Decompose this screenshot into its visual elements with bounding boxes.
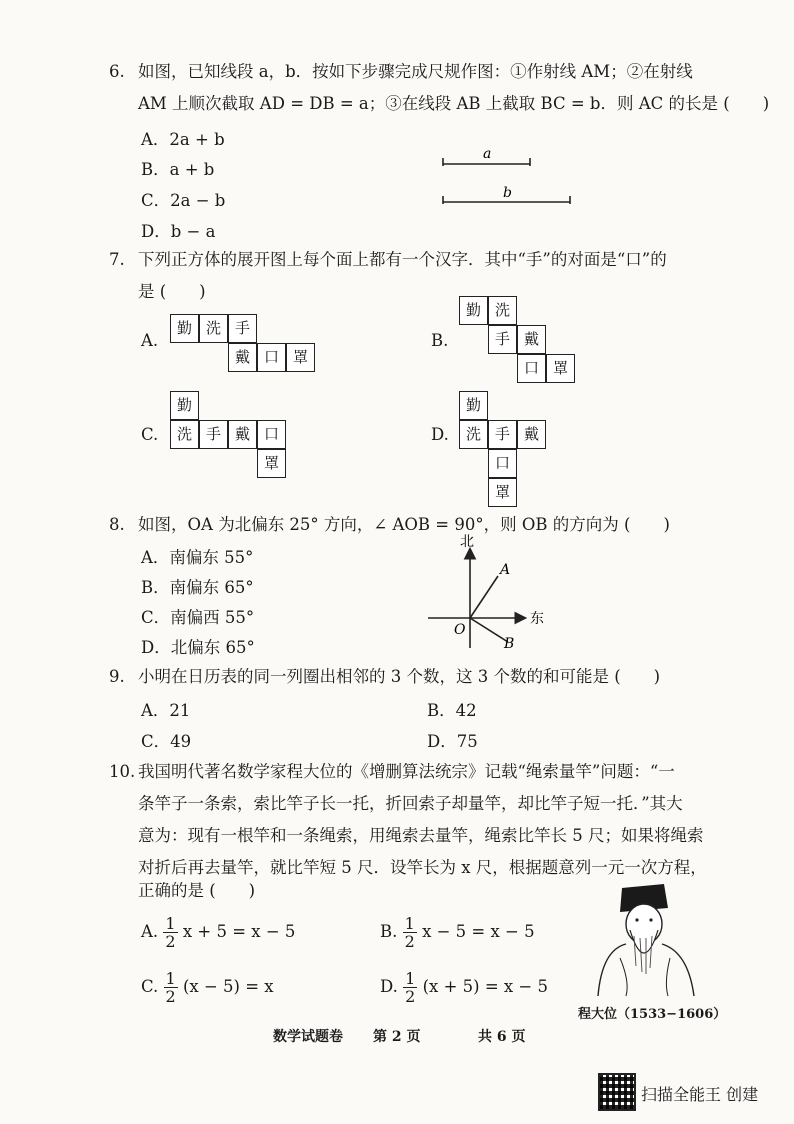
q6-option-b: B．a + b <box>141 160 215 179</box>
q6-option-c: C．2a − b <box>141 191 226 210</box>
q6-label-b: b <box>503 185 512 201</box>
option-label: D. <box>380 977 398 996</box>
footer-total: 共 6 页 <box>478 1029 526 1045</box>
numerator: 1 <box>165 969 176 988</box>
q7-option-c-label: C. <box>141 425 159 444</box>
q8-stem: 如图，OA 为北偏东 25° 方向，∠ AOB = 90°，则 OB 的方向为 ( ) <box>138 515 670 534</box>
q7-stem-line1: 下列正方体的展开图上每个面上都有一个汉字．其中“手”的对面是“口”的 <box>138 250 667 269</box>
net-cell: 口 <box>257 343 286 372</box>
fraction-half <box>163 915 177 950</box>
q7-number: 7. <box>109 250 125 269</box>
q9-number: 9. <box>109 667 125 686</box>
option-expression: (x + 5) = x − 5 <box>422 977 549 996</box>
point-a-label: A <box>500 562 511 578</box>
q8-option-c: C．南偏西 55° <box>141 608 255 627</box>
q9-stem: 小明在日历表的同一列圈出相邻的 3 个数，这 3 个数的和可能是 ( ) <box>138 667 661 686</box>
q9-option-d: D．75 <box>427 732 478 751</box>
net-cell: 勤 <box>170 314 199 343</box>
scanner-watermark: 扫描全能王 创建 <box>641 1085 759 1104</box>
q9-option-b: B．42 <box>427 701 477 720</box>
q8-number: 8. <box>109 515 125 534</box>
net-cell: 勤 <box>459 296 488 325</box>
q7-option-b-label: B. <box>431 331 449 350</box>
q6-segment-figure <box>435 140 585 210</box>
option-expression: (x − 5) = x <box>182 977 274 996</box>
north-label: 北 <box>460 534 474 550</box>
q8-option-a: A．南偏东 55° <box>141 548 254 567</box>
numerator: 1 <box>405 969 416 988</box>
net-cell: 罩 <box>488 478 517 507</box>
footer-page: 第 2 页 <box>373 1029 421 1045</box>
point-b-label: B <box>504 636 515 652</box>
option-expression: x + 5 = x − 5 <box>182 922 296 941</box>
net-cell: 罩 <box>257 449 286 478</box>
q9-option-a: A．21 <box>141 701 191 720</box>
q10-option-b <box>380 915 535 950</box>
option-label: A. <box>141 922 159 941</box>
q10-stem-line4: 对折后再去量竿，就比竿短 5 尺．设竿长为 x 尺，根据题意列一元一次方程， <box>138 858 707 877</box>
q10-stem-line2: 条竿子一条索，索比竿子长一托，折回索子却量竿，却比竿子短一托．”其大 <box>138 794 683 813</box>
q6-option-a: A．2a + b <box>141 130 225 149</box>
cheng-dawei-portrait <box>590 878 700 998</box>
denominator: 2 <box>404 932 415 951</box>
q10-option-a <box>141 915 295 950</box>
fraction-half <box>403 970 417 1005</box>
net-cell: 勤 <box>459 391 488 420</box>
qr-code-icon <box>598 1073 636 1111</box>
q8-option-d: D．北偏东 65° <box>141 638 255 657</box>
net-cell: 洗 <box>488 296 517 325</box>
net-cell: 罩 <box>286 343 315 372</box>
option-label: C. <box>141 977 159 996</box>
q10-stem-line5: 正确的是 ( ) <box>138 881 256 900</box>
net-cell: 洗 <box>459 420 488 449</box>
q10-option-d <box>380 970 548 1005</box>
fraction-half <box>164 970 178 1005</box>
net-cell: 手 <box>228 314 257 343</box>
denominator: 2 <box>165 932 176 951</box>
q8-direction-figure <box>420 530 560 660</box>
q8-option-b: B．南偏东 65° <box>141 578 254 597</box>
net-cell: 洗 <box>199 314 228 343</box>
footer-subject: 数学试题卷 <box>273 1029 343 1045</box>
q10-stem-line1: 我国明代著名数学家程大位的《增删算法统宗》记载“绳索量竿”问题：“一 <box>138 762 675 781</box>
point-o-label: O <box>454 622 466 638</box>
fraction-half <box>403 915 417 950</box>
q6-option-d: D．b − a <box>141 222 216 241</box>
net-cell: 戴 <box>517 325 546 354</box>
q7-option-a-label: A. <box>141 331 159 350</box>
portrait-caption: 程大位（1533−1606） <box>578 1007 727 1022</box>
q10-stem-line3: 意为：现有一根竿和一条绳索，用绳索去量竿，绳索比竿长 5 尺；如果将绳索 <box>138 826 704 845</box>
net-cell: 口 <box>488 449 517 478</box>
q9-option-c: C．49 <box>141 732 192 751</box>
net-cell: 戴 <box>228 420 257 449</box>
east-label: 东 <box>530 611 544 627</box>
net-cell: 戴 <box>517 420 546 449</box>
q6-stem-line1: 如图，已知线段 a，b．按如下步骤完成尺规作图：①作射线 AM；②在射线 <box>138 62 693 81</box>
q7-stem-line2: 是 ( ) <box>138 282 206 301</box>
q6-number: 6. <box>109 62 125 81</box>
option-label: B. <box>380 922 398 941</box>
numerator: 1 <box>404 914 415 933</box>
q7-option-d-label: D. <box>431 425 449 444</box>
net-cell: 手 <box>199 420 228 449</box>
net-cell: 口 <box>517 354 546 383</box>
net-cell: 口 <box>257 420 286 449</box>
net-cell: 手 <box>488 420 517 449</box>
net-cell: 洗 <box>170 420 199 449</box>
q6-stem-line2: AM 上顺次截取 AD = DB = a；③在线段 AB 上截取 BC = b．则 AC 的长是 ( ) <box>138 94 770 113</box>
denominator: 2 <box>165 987 176 1006</box>
denominator: 2 <box>405 987 416 1006</box>
q10-number: 10. <box>109 762 136 781</box>
option-expression: x − 5 = x − 5 <box>422 922 535 941</box>
net-cell: 勤 <box>170 391 199 420</box>
net-cell: 戴 <box>228 343 257 372</box>
net-cell: 罩 <box>546 354 575 383</box>
q6-label-a: a <box>483 146 492 162</box>
q10-option-c <box>141 970 274 1005</box>
numerator: 1 <box>165 914 176 933</box>
net-cell: 手 <box>488 325 517 354</box>
